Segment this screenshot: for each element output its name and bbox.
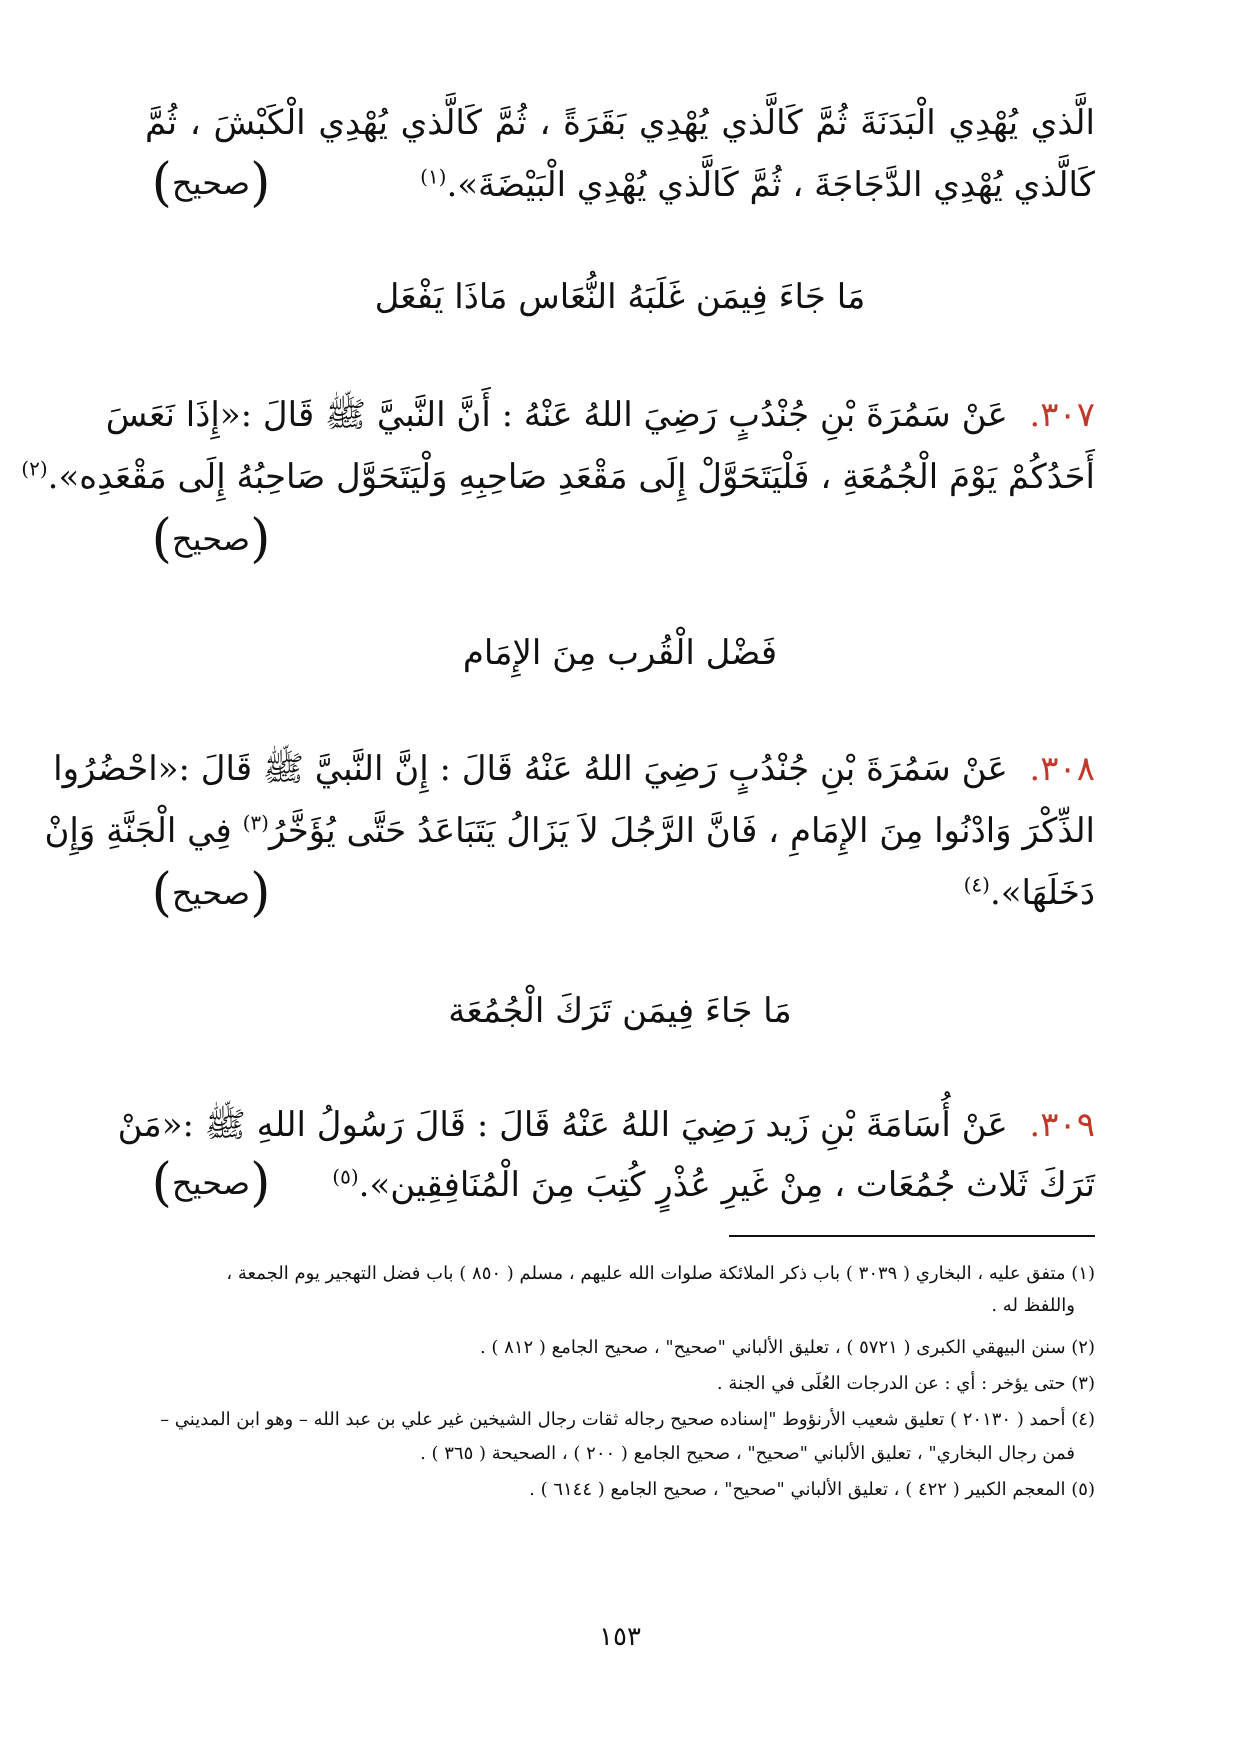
hadith-number: ٣٠٧. [1029,395,1095,435]
footnote-ref[interactable]: (١) [420,164,447,189]
hadith-number: ٣٠٨. [1029,749,1095,789]
section-heading: فَضْل الْقُرب مِنَ الإِمَام [462,633,778,673]
grade-badge: (صحيح) [151,509,271,569]
grade-badge: (صحيح) [151,1153,271,1213]
footnote-4-continued: فمن رجال البخاري" ، تعليق الألباني "صحيح" ، صحيح الجامع ( ٢٠٠ ) ، الصحيحة ( ٣٦٥ ) . [420,1443,1075,1464]
grade-badge: (صحيح) [151,153,271,213]
hadith-307-line-2: أَحَدُكُمْ يَوْمَ الْجُمُعَةِ ، فَلْيَتَحَوَّلْ إِلَى مَقْعَدِ صَاحِبِهِ وَلْيَتَحَوَّل صَاحِبُهُ إِلَى مَقْعَدِه».$^{(٢)}$ [21,456,1095,497]
hadith-306-line-1: الَّذي يُهْدِي الْبَدَنَةَ ثُمَّ كَالَّذي يُهْدِي بَقَرَةً ، ثُمَّ كَالَّذي يُهْدِي الْكَبْشَ ، ثُمَّ [145,103,1095,143]
page-number: ١٥٣ [599,1622,641,1652]
section-heading: مَا جَاءَ فِيمَن تَرَكَ الْجُمُعَة [448,991,792,1031]
hadith-308-line-3: دَخَلَهَا».$^{(٤)}$ [963,872,1095,913]
footnote-1-continued: واللفظ له . [991,1295,1075,1316]
hadith-306-line-2: كَالَّذي يُهْدِي الدَّجَاجَةَ ، ثُمَّ كَالَّذي يُهْدِي الْبَيْضَةَ».$^{(١)}$ [420,164,1095,205]
grade-badge: (صحيح) [151,863,271,923]
footnote-3: (٣) حتى يؤخر : أي : عن الدرجات العُلَى في الجنة . [716,1373,1095,1394]
footnote-ref[interactable]: (٣) [242,810,269,835]
footnote-1: (١) متفق عليه ، البخاري ( ٣٠٣٩ ) باب ذكر الملائكة صلوات الله عليهم ، مسلم ( ٨٥٠ ) باب فضل التهجير يوم الجمعة ، [226,1263,1095,1284]
footnote-5: (٥) المعجم الكبير ( ٤٢٢ ) ، تعليق الألباني "صحيح" ، صحيح الجامع ( ٦١٤٤ ) . [529,1479,1095,1500]
footnote-ref[interactable]: (٢) [21,456,48,481]
hadith-307-line-1: ٣٠٧. عَنْ سَمُرَةَ بْنِ جُنْدُبٍ رَضِيَ اللهُ عَنْهُ : أَنَّ النَّبيَّ ﷺ قَالَ :«إِذَا نَعَسَ [105,395,1095,435]
hadith-308-line-2: الذِّكْرَ وَادْنُوا مِنَ الإِمَامِ ، فَانَّ الرَّجُلَ لاَ يَزَالُ يَتَبَاعَدُ حَتَّى يُؤَخَّرُ$^{(٣)}$ فِي الْجَنَّةِ وَإِنْ [44,810,1095,851]
hadith-308-line-1: ٣٠٨. عَنْ سَمُرَةَ بْنِ جُنْدُبٍ رَضِيَ اللهُ عَنْهُ قَالَ : إِنَّ النَّبيَّ ﷺ قَالَ :«احْضُرُوا [53,749,1095,789]
hadith-number: ٣٠٩. [1029,1105,1095,1145]
section-heading: مَا جَاءَ فِيمَن غَلَبَهُ النُّعَاس مَاذَا يَفْعَل [374,277,866,317]
footnote-4: (٤) أحمد ( ٢٠١٣٠ ) تعليق شعيب الأرنؤوط "إسناده صحيح رجاله ثقات رجال الشيخين غير علي بن عبد الله – وهو ابن المديني – [160,1409,1095,1430]
footnote-separator [729,1235,1095,1237]
hadith-309-line-1: ٣٠٩. عَنْ أُسَامَةَ بْنِ زَيد رَضِيَ اللهُ عَنْهُ قَالَ : قَالَ رَسُولُ اللهِ ﷺ :«مَنْ [117,1105,1095,1145]
footnote-ref[interactable]: (٤) [963,872,990,897]
footnote-2: (٢) سنن البيهقي الكبرى ( ٥٧٢١ ) ، تعليق الألباني "صحيح" ، صحيح الجامع ( ٨١٢ ) . [479,1337,1095,1358]
hadith-309-line-2: تَرَكَ ثَلاث جُمُعَات ، مِنْ غَيرِ عُذْرٍ كُتِبَ مِنَ الْمُنَافِقِين».$^{(٥)}$ [332,1164,1095,1205]
footnote-ref[interactable]: (٥) [332,1164,359,1189]
